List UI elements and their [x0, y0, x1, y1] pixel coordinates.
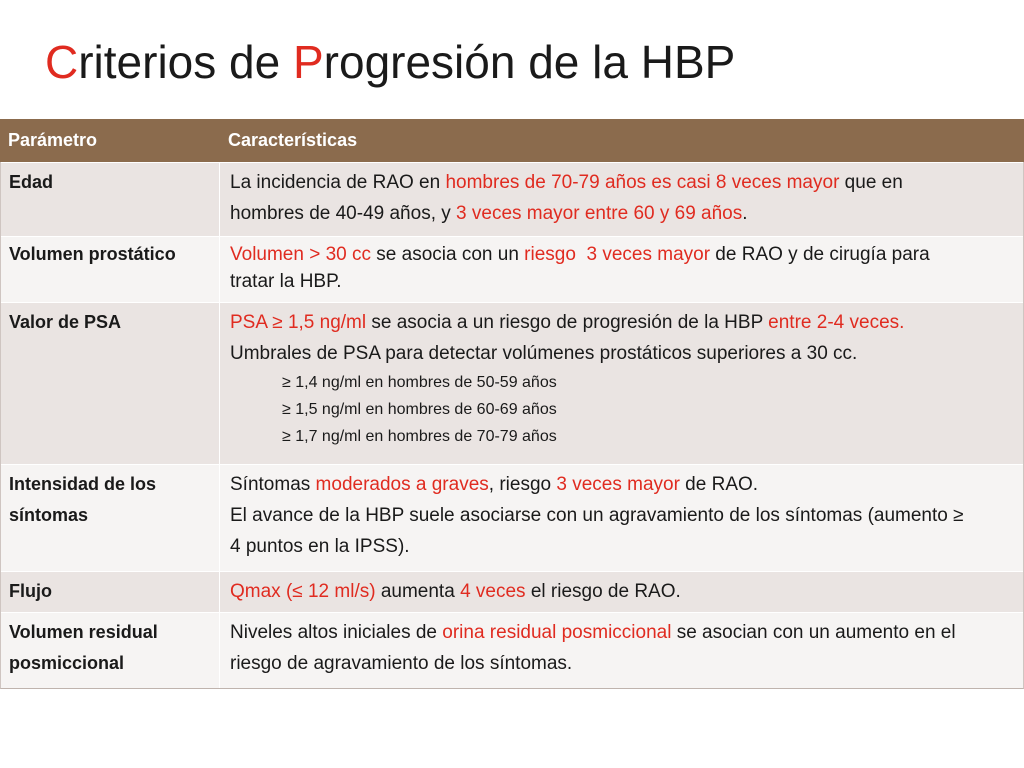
description-line	[230, 167, 1015, 198]
parameter-cell	[1, 237, 219, 302]
parameter-label: Volumen residual posmiccional	[9, 622, 158, 673]
table-row	[1, 612, 1023, 688]
psa-threshold-item: ≥ 1,5 ng/ml en hombres de 60-69 años	[282, 401, 557, 418]
parameter-label: Flujo	[9, 581, 52, 601]
highlighted-text: entre 2-4 veces.	[768, 312, 905, 333]
highlighted-text: Volumen > 30 cc	[230, 244, 372, 265]
table-body	[0, 162, 1024, 689]
description-line	[230, 576, 1015, 607]
table-row	[1, 162, 1023, 236]
text-run: El avance de la HBP suele asociarse con un agravamiento de los síntomas (aumento ≥	[230, 505, 964, 526]
text-run: Síntomas	[230, 474, 316, 495]
highlighted-text: Qmax (≤ 12 ml/s)	[230, 581, 376, 602]
description-line	[230, 531, 1015, 562]
description-line	[230, 198, 1015, 229]
description-line	[230, 469, 1015, 500]
description-line	[230, 338, 1015, 369]
parameter-label: Intensidad de los síntomas	[9, 474, 157, 525]
highlighted-text: hombres de 70-79 años es casi 8 veces mayor	[445, 172, 840, 193]
text-run: La incidencia de RAO en	[230, 172, 446, 193]
description-line	[230, 307, 1015, 338]
table-row	[1, 236, 1023, 302]
parameter-cell	[1, 613, 219, 688]
highlighted-text: 3 veces mayor	[556, 474, 680, 495]
header-characteristics: Características	[228, 130, 358, 150]
text-run: el riesgo de RAO.	[525, 581, 681, 602]
slide-title	[45, 36, 736, 88]
psa-threshold-list	[230, 369, 1015, 450]
highlighted-text: orina residual posmiccional	[442, 622, 672, 643]
text-run: hombres de 40-49 años, y	[230, 203, 457, 224]
table-row	[1, 464, 1023, 571]
text-run: de RAO.	[679, 474, 759, 495]
text-run: se asocia a un riesgo de progresión de la HBP	[366, 312, 769, 333]
text-run: que en	[839, 172, 903, 193]
highlighted-text: riesgo 3 veces mayor	[524, 244, 711, 265]
text-run: , riesgo	[488, 474, 557, 495]
text-run: Umbrales de PSA para detectar volúmenes prostáticos superiores a 30 cc.	[230, 343, 858, 364]
parameter-label: Volumen prostático	[9, 244, 176, 264]
characteristics-cell	[219, 465, 1023, 571]
highlighted-text: 4 veces	[460, 581, 526, 602]
title-initial-letter: P	[292, 36, 324, 88]
title-text: riterios de	[78, 36, 293, 88]
text-run: 4 puntos en la IPSS).	[230, 536, 410, 557]
text-run: se asocia con un	[371, 244, 525, 265]
description-line	[230, 648, 1015, 679]
parameter-label: Valor de PSA	[9, 312, 122, 332]
table-row	[1, 571, 1023, 612]
criteria-table	[0, 119, 1024, 689]
description-line	[230, 617, 1015, 648]
characteristics-cell	[219, 572, 1023, 612]
characteristics-cell	[219, 237, 1023, 302]
highlighted-text: PSA ≥ 1,5 ng/ml	[230, 312, 367, 333]
text-run: Niveles altos iniciales de	[230, 622, 443, 643]
parameter-cell	[1, 303, 219, 464]
header-parameter: Parámetro	[8, 130, 98, 150]
text-run: aumenta	[375, 581, 461, 602]
highlighted-text: 3 veces mayor entre 60 y 69 años	[456, 203, 743, 224]
highlighted-text: moderados a graves	[315, 474, 489, 495]
text-run: se asocian con un aumento en el	[671, 622, 956, 643]
characteristics-cell	[219, 163, 1023, 236]
table-header-row	[0, 119, 1024, 162]
text-run: .	[742, 203, 748, 224]
parameter-label: Edad	[9, 172, 54, 192]
psa-threshold-item: ≥ 1,4 ng/ml en hombres de 50-59 años	[282, 374, 557, 391]
description-line	[230, 268, 1015, 295]
table-row	[1, 302, 1023, 464]
description-line	[230, 241, 1015, 268]
characteristics-cell	[219, 613, 1023, 688]
title-text: rogresión de la HBP	[323, 36, 736, 88]
parameter-cell	[1, 465, 219, 571]
description-line	[230, 500, 1015, 531]
psa-threshold-item: ≥ 1,7 ng/ml en hombres de 70-79 años	[282, 428, 557, 445]
characteristics-cell	[219, 303, 1023, 464]
text-run: tratar la HBP.	[230, 271, 342, 292]
text-run: de RAO y de cirugía para	[710, 244, 930, 265]
text-run: riesgo de agravamiento de los síntomas.	[230, 653, 573, 674]
parameter-cell	[1, 572, 219, 612]
parameter-cell	[1, 163, 219, 236]
title-initial-letter: C	[45, 36, 79, 88]
